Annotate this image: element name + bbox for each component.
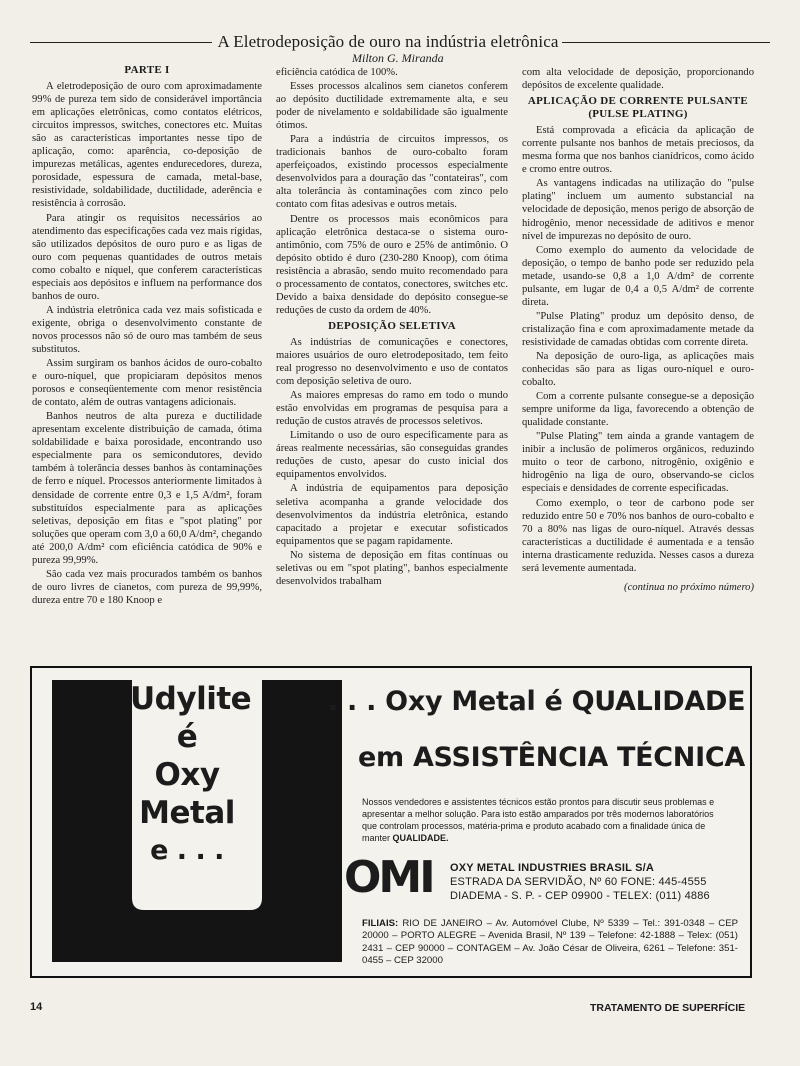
- advertisement-box: [30, 666, 752, 978]
- article-column-1: [32, 62, 262, 608]
- paragraph: Para atingir os requisitos necessários ao atendimento das especificações cada vez mais rígidas, são utilizados depósitos de ouro puro e as ligas de ouro com pequenas quantidades de outros metais como cobalto e níquel, que conferem características especiais aos depósitos e influem na performance dos banhos de ouro.: [32, 212, 262, 302]
- section-heading-parte-i: PARTE I: [124, 64, 170, 76]
- paragraph: Para a indústria de circuitos impressos, os tradicionais banhos de ouro-cobalto foram aperfeiçoados, existindo processos especialmente desenvolvidos para a douração das "contateiras", com alta tolerância às contaminações com zinco pelo contato com fitas adesivas e outros metais.: [276, 134, 508, 211]
- header-rule-left: [30, 42, 212, 43]
- slogan-line: Metal: [139, 795, 235, 831]
- paragraph: No sistema de deposição em fitas contínuas ou seletivas ou em "spot plating", banhos especialmente desenvolvidos trabalham: [276, 549, 508, 587]
- article-title: A Eletrodeposição de ouro na indústria eletrônica: [217, 32, 559, 51]
- paragraph: Assim surgiram os banhos ácidos de ouro-cobalto e ouro-níquel, que propiciaram depósitos menos porosos e conseqüentemente com menor resistência de contato, além de outras vantagens adicionais.: [32, 358, 262, 409]
- paragraph: Com a corrente pulsante consegue-se a deposição sempre uniforme da liga, favorecendo a obtenção de qualidade constante.: [522, 391, 754, 429]
- continued-note: (continua no próximo número): [624, 581, 754, 593]
- company-address-line-1: ESTRADA DA SERVIDÃO, Nº 60 FONE: 445-4555: [450, 876, 707, 888]
- company-info: [450, 861, 736, 903]
- paragraph: As vantagens indicadas na utilização do "pulse plating" incluem um aumento substancial na velocidade de deposição, menos perigo de absorção de hidrogênio, menor necessidade de aditivos e menor nível de impurezas no depósito de ouro.: [522, 178, 754, 242]
- paragraph: Como exemplo do aumento da velocidade de deposição, o tempo de banho pode ser reduzido pela metade, usando-se 0,8 a 1,0 A/dm² de corrente pulsante, em lugar de 0,4 a 0,5 A/dm² de corrente direta.: [522, 244, 754, 308]
- paragraph: Como exemplo, o teor de carbono pode ser reduzido entre 50 e 70% nos banhos de ouro-cobalto e 70 a 80% nas ligas de ouro-níquel. Através dessas características a ductilidade é aumentada e a tensão interna drasticamente reduzida. Nesses casos a dureza será levemente aumentada.: [522, 497, 754, 574]
- paragraph: A indústria eletrônica cada vez mais sofisticada e exigente, obriga o desenvolvimento constante de novos processos não só de ouro mas também de seus substitutos.: [32, 304, 262, 355]
- ad-body-emphasis: QUALIDADE.: [392, 833, 449, 843]
- page-number: 14: [30, 1001, 43, 1013]
- slogan-line: e . . .: [150, 835, 224, 866]
- paragraph: A indústria de equipamentos para deposição seletiva acompanha a grande velocidade dos desenvolvimentos da indústria eletrônica, estando capacitado a projetar e executar sofisticados equipamentos que se pagam rapidamente.: [276, 483, 508, 547]
- paragraph: São cada vez mais procurados também os banhos de ouro livres de cianetos, com pureza de 99,99%, dureza entre 70 e 180 Knoop e: [32, 568, 262, 606]
- omi-logo: OMI: [344, 852, 433, 903]
- paragraph: Banhos neutros de alta pureza e ductilidade apresentam excelente distribuição de camada, ótima soldabilidade e baixa porosidade, encontrando uso especialmente para os semicondutores, devido também à tolerância desses banhos às contaminações de ferro e níquel. Processos anteriormente limitados à densidade de corrente entre 0,3 e 1,5 A/dm², foram substituídos especialmente para as aplicações seletivas, deposição em fitas e "spot plating" por soluções que operam com 3,0 a 60,0 A/dm², chegando até 200,0 A/dm² com eficiência catódica de 90% e pureza 99,99%.: [32, 411, 262, 566]
- article-column-3: [522, 66, 754, 594]
- paragraph: As maiores empresas do ramo em todo o mundo estão envolvidas em programas de pesquisa para a redução de custos através de processos seletivos.: [276, 390, 508, 428]
- udylite-slogan: [130, 680, 252, 870]
- slogan-line: é: [176, 719, 198, 755]
- branches-label: FILIAIS:: [362, 918, 399, 929]
- paragraph: A eletrodeposição de ouro com aproximadamente 99% de pureza tem sido de considerável importância em aplicações eletrônicas, como contatos elétricos, circuitos impressos, switches, conectores etc. Muitas são as características importantes nesse tipo de aplicação, como: aparência, co-deposição de impurezas metálicas, agentes endurecedores, dureza, porosidade, espessura de camada, metal-base, resistividade, soldabilidade, ductilidade, aderência e resistência à corrosão.: [32, 81, 262, 210]
- paragraph: "Pulse Plating" tem ainda a grande vantagem de inibir a inclusão de polímeros orgânicos, reduzindo muito o teor de carbono, nitrogênio, oxigênio e hidrogênio na liga de ouro, observando-se ciclos especiais e densidades de corrente especificadas.: [522, 431, 754, 495]
- branch-offices: [362, 918, 738, 968]
- article-author: Milton G. Miranda: [352, 51, 444, 65]
- company-address-line-2: DIADEMA - S. P. - CEP 09900 - TELEX: (011) 4886: [450, 890, 710, 902]
- paragraph: Limitando o uso de ouro especificamente para as áreas realmente necessárias, são conseguidas grandes reduções de custo, apesar do custo inicial dos equipamentos envolvidos.: [276, 430, 508, 481]
- paragraph: eficiência catódica de 100%.: [276, 67, 398, 78]
- paragraph: com alta velocidade de deposição, proporcionando depósitos de excelente qualidade.: [522, 67, 754, 92]
- ad-headline-assistance: em ASSISTÊNCIA TÉCNICA: [358, 742, 745, 773]
- journal-name: TRATAMENTO DE SUPERFÍCIE: [590, 1002, 746, 1014]
- slogan-line: Oxy: [154, 757, 220, 793]
- paragraph: Esses processos alcalinos sem cianetos conferem ao depósito ductilidade extremamente alta, e seu poder de nivelamento e soldabilidade são igualmente ótimos.: [276, 81, 508, 132]
- ad-body-copy: Nossos vendedores e assistentes técnicos estão prontos para discutir seus problemas e apresentar a melhor solução. Para isto estão amparados por três modernos laboratórios que controlam processos, matéria-prima e produto acabado com a finalidade única de manter: [362, 797, 715, 843]
- ad-body-text: [362, 796, 722, 844]
- article-column-2: [276, 66, 508, 589]
- paragraph: Está comprovada a eficácia da aplicação de corrente pulsante nos banhos de metais preciosos, da mesma forma que nos banhos cianídricos, como ácido e cromo entre outros.: [522, 125, 754, 176]
- header-rule-right: [562, 42, 770, 43]
- company-name: OXY METAL INDUSTRIES BRASIL S/A: [450, 862, 655, 874]
- section-heading-deposicao-seletiva: DEPOSIÇÃO SELETIVA: [328, 319, 456, 332]
- paragraph: "Pulse Plating" produz um depósito denso, de cristalização fina e com aproximadamente metade da resistividade de camadas obtidas com corrente direta.: [522, 310, 754, 348]
- slogan-line: Udylite: [130, 681, 252, 717]
- paragraph: Dentre os processos mais econômicos para aplicação eletrônica destaca-se o sistema ouro-antimônio, com 75% de ouro e 25% de antimônio. O depósito obtido é duro (230-280 Knoop), com ótima resistência a abrasão, sendo muito recomendado para o processamento de contatos, conectores, switches etc. Devido a baixa densidade do depósito consegue-se reduções de custo da ordem de 40%.: [276, 213, 508, 316]
- section-heading-pulse-plating: APLICAÇÃO DE CORRENTE PULSANTE (PULSE PLATING): [527, 95, 749, 121]
- branches-list: RIO DE JANEIRO – Av. Automóvel Clube, Nº 5339 – Tel.: 391-0348 – CEP 20000 – PORTO ALEGRE – Avenida Brasil, Nº 139 – Telefone: 42-1888 – Telex: (051) 2431 – CEP 90000 – CONTAGEM – Av. João César de Oliveira, 6261 – Telefone: 351-0455 – CEP 32000: [362, 918, 739, 967]
- paragraph: Na deposição de ouro-liga, as aplicações mais conhecidas são para as ligas ouro-níquel e ouro-cobalto.: [522, 350, 754, 389]
- paragraph: As indústrias de comunicações e conectores, maiores usuários de ouro eletrodepositado, tem feito real progresso no desenvolvimento e uso de contatos com deposição seletiva de ouro.: [276, 336, 508, 388]
- ad-headline-quality: . . . Oxy Metal é QUALIDADE: [328, 686, 746, 717]
